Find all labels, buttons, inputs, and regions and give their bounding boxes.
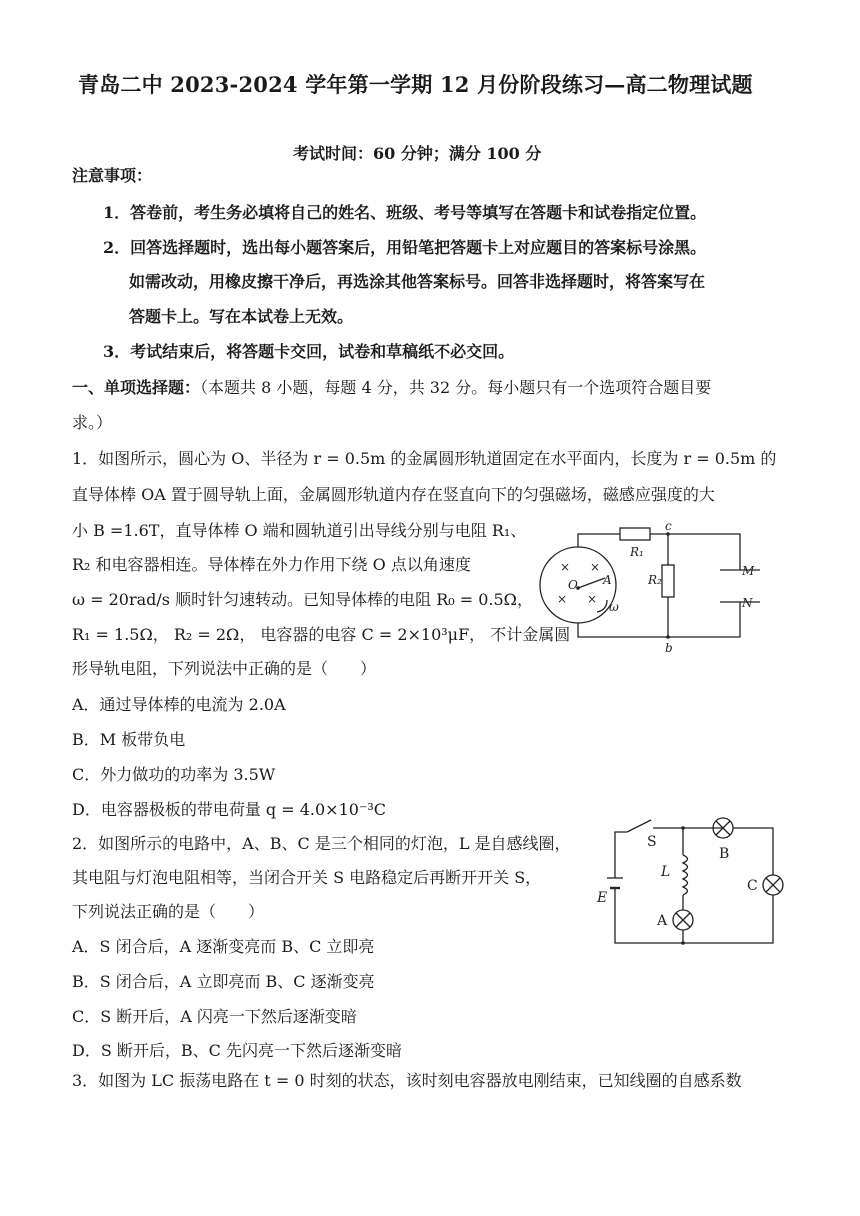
q3-stem-line: 3．如图为 LC 振荡电路在 t = 0 时刻的状态，该时刻电容器放电刚结束，已知线圈的自感系数 bbox=[72, 1071, 742, 1090]
q2-label-c: C bbox=[747, 878, 758, 894]
q2-label-e: E bbox=[597, 890, 608, 906]
notice-item-2-line-3: 答题卡上。写在本试卷上无效。 bbox=[129, 307, 354, 326]
section-1-line-2: 求。） bbox=[72, 413, 113, 432]
q1-option-c: C．外力做功的功率为 3.5W bbox=[72, 765, 276, 784]
q1-option-b: B．M 板带负电 bbox=[72, 730, 186, 749]
q2-label-a: A bbox=[657, 913, 668, 929]
q2-inductor-l bbox=[683, 855, 688, 895]
notice-item-2-line-2: 如需改动，用橡皮擦干净后，再选涂其他答案标号。回答非选择题时，将答案写在 bbox=[129, 272, 706, 291]
q1-label-a: A bbox=[603, 573, 612, 587]
q1-circuit-diagram bbox=[535, 520, 775, 655]
q1-label-r1: R₁ bbox=[630, 545, 644, 559]
q2-stem-line: 2．如图所示的电路中，A、B、C 是三个相同的灯泡，L 是自感线圈， bbox=[72, 834, 571, 853]
q1-stem-line: R₁ = 1.5Ω， R₂ = 2Ω， 电容器的电容 C = 2×10³μF， 不计金属圆 bbox=[72, 625, 571, 644]
exam-info: 考试时间：60 分钟；满分 100 分 bbox=[293, 144, 542, 163]
q1-label-b: b bbox=[665, 641, 673, 655]
q1-stem-line: ω = 20rad/s 顺时针匀速转动。已知导体棒的电阻 R₀ = 0.5Ω， bbox=[72, 590, 533, 609]
q1-label-omega: ω bbox=[609, 600, 619, 614]
q1-stem-line: 形导轨电阻，下列说法中正确的是（ ） bbox=[72, 659, 377, 678]
notice-heading: 注意事项： bbox=[72, 166, 153, 185]
notice-item-1: 1．答卷前，考生务必填将自己的姓名、班级、考号等填写在答题卡和试卷指定位置。 bbox=[103, 203, 707, 222]
q2-option-a: A．S 闭合后，A 逐渐变亮而 B、C 立即亮 bbox=[72, 937, 375, 956]
q1-label-m: M bbox=[742, 564, 755, 578]
section-1-line-1 bbox=[72, 377, 711, 399]
q1-label-cross: × bbox=[587, 592, 598, 606]
q1-omega-arrow bbox=[597, 600, 607, 612]
q1-rod-oa bbox=[578, 578, 605, 588]
q2-stem-line: 下列说法正确的是（ ） bbox=[72, 902, 265, 921]
q1-stem-line: R₂ 和电容器相连。导体棒在外力作用下绕 O 点以角速度 bbox=[72, 555, 471, 574]
exam-title: 青岛二中 2023-2024 学年第一学期 12 月份阶段练习—高二物理试题 bbox=[78, 72, 753, 97]
q1-resistor-r2 bbox=[662, 565, 674, 597]
q1-option-d: D．电容器极板的带电荷量 q = 4.0×10⁻³C bbox=[72, 800, 387, 819]
q1-label-cross: × bbox=[590, 560, 601, 574]
q1-label-o: O bbox=[568, 578, 578, 592]
q1-label-n: N bbox=[742, 596, 753, 610]
q2-option-b: B．S 闭合后，A 立即亮而 B、C 逐渐变亮 bbox=[72, 972, 375, 991]
q2-stem-line: 其电阻与灯泡电阻相等，当闭合开关 S 电路稳定后再断开开关 S， bbox=[72, 868, 542, 887]
q2-label-l: L bbox=[661, 864, 671, 880]
notice-item-2-line-1: 2．回答选择题时，选出每小题答案后，用铅笔把答题卡上对应题目的答案标号涂黑。 bbox=[103, 238, 707, 257]
q1-stem-line: 1．如图所示，圆心为 O、半径为 r = 0.5m 的金属圆形轨道固定在水平面内，长度为 r = 0.5m 的 bbox=[72, 449, 777, 468]
q2-circuit-diagram bbox=[595, 810, 795, 955]
q1-label-cross: × bbox=[560, 560, 571, 574]
section-1-heading: 一、单项选择题： bbox=[72, 378, 201, 397]
q2-label-s: S bbox=[647, 834, 657, 850]
notice-item-3: 3．考试结束后，将答题卡交回，试卷和草稿纸不必交回。 bbox=[103, 342, 515, 361]
q2-option-c: C．S 断开后，A 闪亮一下然后逐渐变暗 bbox=[72, 1007, 357, 1026]
q2-switch-s bbox=[627, 820, 651, 832]
q1-stem-line: 小 B =1.6T，直导体棒 O 端和圆轨道引出导线分别与电阻 R₁、 bbox=[72, 521, 527, 540]
q1-label-r2: R₂ bbox=[648, 573, 662, 587]
q2-label-b: B bbox=[719, 846, 730, 862]
q1-stem-line: 直导体棒 OA 置于圆导轨上面，金属圆形轨道内存在竖直向下的匀强磁场，磁感应强度的大 bbox=[72, 485, 715, 504]
q1-label-c: c bbox=[665, 520, 672, 533]
q1-label-cross: × bbox=[557, 592, 568, 606]
q2-option-d: D．S 断开后，B、C 先闪亮一下然后逐渐变暗 bbox=[72, 1041, 402, 1060]
q1-option-a: A．通过导体棒的电流为 2.0A bbox=[72, 695, 286, 714]
q1-resistor-r1 bbox=[620, 528, 650, 540]
section-1-description: （本题共 8 小题，每题 4 分，共 32 分。每小题只有一个选项符合题目要 bbox=[200, 378, 712, 397]
